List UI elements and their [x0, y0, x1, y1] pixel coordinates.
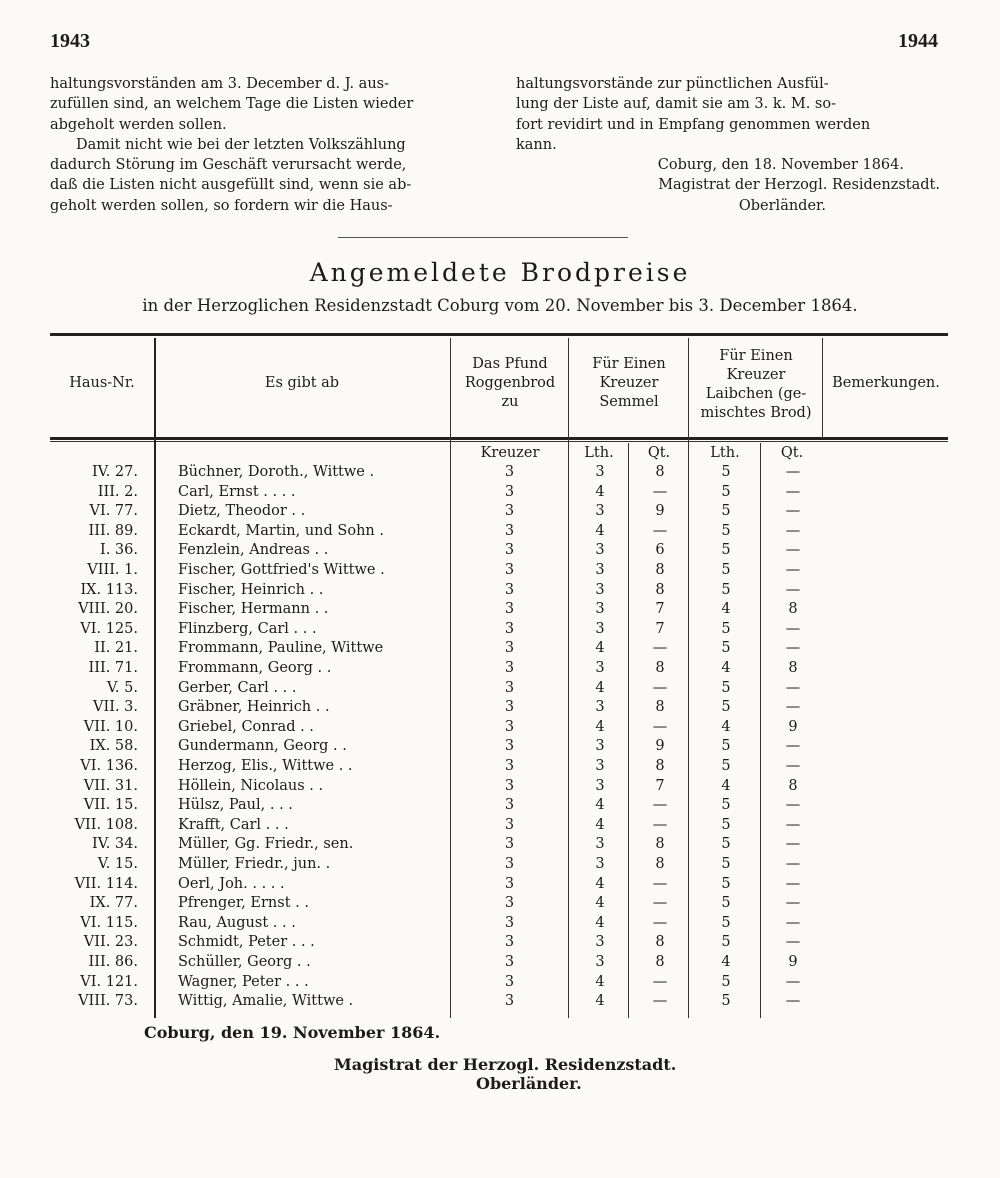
cell-haus: IV. 34. [92, 836, 138, 853]
header-roggen: Das Pfund Roggenbrod zu [464, 356, 556, 410]
section-divider [338, 237, 628, 238]
table-row [50, 718, 948, 738]
cell-name: Gundermann, Georg . . [178, 738, 347, 755]
cell-lth1: 3 [595, 836, 605, 853]
cell-lth1: 4 [595, 640, 605, 657]
cell-qt2: — [785, 562, 801, 578]
cell-lth2: 4 [721, 777, 731, 794]
table-header-rule [50, 437, 948, 440]
text-line: Damit nicht wie bei der letzten Volkszählung [76, 136, 406, 153]
cell-qt1: 7 [655, 620, 665, 637]
table-row [50, 561, 948, 581]
cell-lth2: 5 [721, 542, 731, 559]
cell-qt1: — [652, 718, 668, 735]
table-row [50, 522, 948, 542]
unit-lth-laibchen: Lth. [710, 445, 740, 461]
table-row [50, 620, 948, 640]
table-row [50, 737, 948, 757]
text-line: dadurch Störung im Geschäft verursacht werde, [50, 157, 407, 174]
cell-lth1: 3 [595, 856, 605, 872]
cell-name: Wittig, Amalie, Wittwe . [178, 993, 354, 1010]
cell-lth2: 5 [721, 758, 731, 774]
cell-haus: V. 5. [107, 679, 138, 696]
table-row [50, 659, 948, 679]
cell-lth2: 5 [721, 836, 731, 853]
table-row [50, 992, 948, 1012]
cell-lth1: 3 [595, 503, 605, 520]
cell-haus: V. 15. [97, 856, 138, 872]
cell-lth2: 5 [721, 797, 731, 814]
cell-qt2: — [785, 934, 801, 951]
right-text-column [516, 74, 944, 216]
cell-haus: III. 86. [88, 954, 138, 970]
cell-qt2: — [785, 836, 801, 853]
cell-qt1: 8 [655, 562, 665, 578]
cell-haus: VI. 125. [80, 620, 138, 637]
text-line: fort revidirt und in Empfang genommen werden [516, 116, 871, 133]
unit-roggen: Kreuzer [480, 445, 540, 461]
cell-lth1: 4 [595, 973, 605, 990]
unit-qt-laibchen: Qt. [780, 445, 804, 461]
table-subtitle: in der Herzoglichen Residenzstadt Coburg vom 20. November bis 3. December 1864. [142, 296, 858, 315]
unit-lth-semmel: Lth. [584, 445, 614, 461]
table-row [50, 875, 948, 895]
table-row [50, 796, 948, 816]
cell-lth2: 4 [721, 660, 731, 676]
cell-name: Rau, August . . . [178, 914, 296, 931]
cell-lth2: 5 [721, 562, 731, 578]
header-semmel: Für Einen Kreuzer Semmel [592, 356, 666, 410]
cell-qt2: — [785, 699, 801, 716]
cell-qt1: — [652, 875, 668, 892]
cell-name: Pfrenger, Ernst . . [178, 895, 309, 912]
cell-roggen: 3 [504, 934, 515, 951]
cell-roggen: 3 [504, 640, 515, 657]
cell-qt2: 8 [788, 601, 798, 618]
page-number-right: 1944 [898, 30, 938, 52]
cell-haus: IX. 77. [89, 895, 138, 912]
cell-lth1: 4 [595, 895, 605, 912]
page-number-left: 1943 [50, 30, 90, 52]
cell-lth1: 3 [595, 562, 605, 578]
cell-lth2: 5 [721, 914, 731, 931]
text-line: haltungsvorständen am 3. December d. J. aus- [50, 76, 390, 92]
table-row [50, 953, 948, 973]
cell-lth2: 5 [721, 895, 731, 912]
cell-name: Frommann, Georg . . [178, 660, 332, 676]
cell-haus: III. 71. [88, 660, 138, 676]
cell-qt1: — [652, 973, 668, 990]
cell-lth2: 5 [721, 934, 731, 951]
cell-roggen: 3 [504, 562, 515, 578]
cell-lth1: 3 [595, 542, 605, 559]
cell-qt2: — [785, 914, 801, 931]
text-line: zufüllen sind, an welchem Tage die Listen wieder [50, 96, 414, 113]
table-row [50, 679, 948, 699]
cell-qt1: — [652, 797, 668, 814]
cell-name: Höllein, Nicolaus . . [178, 777, 324, 794]
table-row [50, 483, 948, 503]
cell-haus: VIII. 1. [87, 562, 138, 578]
left-text-column [50, 74, 478, 216]
table-row [50, 757, 948, 777]
cell-name: Frommann, Pauline, Wittwe [178, 640, 384, 657]
table-row [50, 541, 948, 561]
cell-lth2: 5 [721, 856, 731, 872]
cell-name: Gräbner, Heinrich . . [178, 699, 330, 716]
cell-name: Oerl, Joh. . . . . [178, 875, 285, 892]
cell-qt2: 8 [788, 660, 798, 676]
cell-name: Fischer, Hermann . . [178, 601, 329, 618]
cell-roggen: 3 [504, 542, 515, 559]
cell-qt2: — [785, 503, 801, 520]
table-row [50, 855, 948, 875]
cell-roggen: 3 [504, 601, 515, 618]
cell-lth1: 4 [595, 718, 605, 735]
table-row [50, 973, 948, 993]
cell-qt1: 8 [655, 464, 665, 480]
cell-name: Müller, Gg. Friedr., sen. [178, 836, 354, 853]
cell-haus: IV. 27. [92, 464, 138, 480]
cell-haus: VI. 115. [80, 914, 138, 931]
cell-roggen: 3 [504, 522, 515, 539]
cell-lth1: 4 [595, 914, 605, 931]
cell-haus: VII. 10. [83, 718, 138, 735]
cell-lth2: 5 [721, 620, 731, 637]
cell-haus: VIII. 73. [78, 993, 138, 1010]
text-line: kann. [516, 136, 557, 153]
cell-lth1: 3 [595, 581, 605, 598]
cell-qt1: 8 [655, 856, 665, 872]
cell-qt1: — [652, 914, 668, 931]
table-row [50, 463, 948, 483]
cell-qt1: 8 [655, 660, 665, 676]
cell-lth1: 4 [595, 483, 605, 500]
table-row [50, 639, 948, 659]
column-divider [822, 338, 823, 438]
cell-lth2: 5 [721, 699, 731, 716]
cell-qt1: 6 [655, 542, 665, 559]
cell-roggen: 3 [504, 758, 515, 774]
cell-roggen: 3 [504, 993, 515, 1010]
cell-roggen: 3 [504, 914, 515, 931]
cell-lth1: 3 [595, 954, 605, 970]
header-name: Es gibt ab [264, 375, 340, 391]
cell-lth1: 4 [595, 816, 605, 833]
cell-qt2: — [785, 542, 801, 559]
text-line: daß die Listen nicht ausgefüllt sind, wenn sie ab- [50, 177, 412, 194]
cell-roggen: 3 [504, 699, 515, 716]
table-row [50, 698, 948, 718]
cell-lth2: 5 [721, 875, 731, 892]
cell-qt1: 9 [655, 738, 665, 755]
cell-roggen: 3 [504, 856, 515, 872]
cell-qt2: — [785, 679, 801, 696]
notice-signature: Oberländer. [738, 197, 826, 214]
cell-lth1: 4 [595, 679, 605, 696]
cell-roggen: 3 [504, 464, 515, 480]
cell-qt2: — [785, 993, 801, 1010]
cell-qt1: 9 [655, 503, 665, 520]
header-bemerkungen: Bemerkungen. [832, 375, 940, 391]
cell-lth2: 4 [721, 601, 731, 618]
cell-lth1: 4 [595, 522, 605, 539]
cell-lth2: 5 [721, 679, 731, 696]
cell-qt1: — [652, 679, 668, 696]
cell-roggen: 3 [504, 836, 515, 853]
cell-qt1: — [652, 816, 668, 833]
unit-qt-semmel: Qt. [647, 445, 671, 461]
cell-lth2: 5 [721, 522, 731, 539]
cell-lth2: 5 [721, 464, 731, 480]
cell-name: Hülsz, Paul, . . . [178, 797, 293, 814]
cell-haus: VII. 108. [74, 816, 138, 833]
table-title: Angemeldete Brodpreise [309, 258, 691, 287]
cell-lth1: 3 [595, 934, 605, 951]
cell-roggen: 3 [504, 816, 515, 833]
cell-qt2: — [785, 973, 801, 990]
cell-name: Wagner, Peter . . . [178, 973, 309, 990]
cell-haus: IX. 58. [89, 738, 138, 755]
cell-name: Müller, Friedr., jun. . [178, 856, 331, 872]
cell-lth2: 5 [721, 993, 731, 1010]
cell-qt2: — [785, 797, 801, 814]
cell-lth1: 3 [595, 777, 605, 794]
cell-lth1: 3 [595, 699, 605, 716]
cell-qt1: 8 [655, 758, 665, 774]
cell-qt2: — [785, 483, 801, 500]
table-header-rule-thin [50, 441, 948, 442]
cell-qt1: 8 [655, 934, 665, 951]
table-row [50, 914, 948, 934]
cell-roggen: 3 [504, 679, 515, 696]
cell-haus: VII. 31. [83, 777, 138, 794]
cell-name: Eckardt, Martin, und Sohn . [178, 522, 384, 539]
cell-name: Krafft, Carl . . . [178, 816, 289, 833]
cell-qt1: 8 [655, 699, 665, 716]
cell-name: Fenzlein, Andreas . . [178, 542, 329, 559]
cell-qt2: — [785, 758, 801, 774]
text-line: abgeholt werden sollen. [50, 116, 227, 133]
table-row [50, 835, 948, 855]
cell-haus: VIII. 20. [78, 601, 138, 618]
cell-qt2: — [785, 464, 801, 480]
header-haus-nr: Haus-Nr. [69, 375, 135, 391]
header-laibchen: Für Einen Kreuzer Laibchen (ge- mischtes Brod) [700, 348, 812, 421]
cell-lth1: 3 [595, 738, 605, 755]
cell-qt1: — [652, 993, 668, 1010]
table-row [50, 933, 948, 953]
cell-name: Fischer, Heinrich . . [178, 581, 324, 598]
cell-name: Fischer, Gottfried's Wittwe . [178, 562, 385, 578]
cell-haus: II. 21. [94, 640, 138, 657]
cell-roggen: 3 [504, 797, 515, 814]
cell-qt2: — [785, 522, 801, 539]
cell-qt1: — [652, 895, 668, 912]
table-row [50, 894, 948, 914]
table-row [50, 502, 948, 522]
table-row [50, 777, 948, 797]
cell-qt1: 8 [655, 836, 665, 853]
cell-lth1: 3 [595, 620, 605, 637]
cell-roggen: 3 [504, 718, 515, 735]
cell-roggen: 3 [504, 581, 515, 598]
cell-haus: III. 2. [97, 483, 138, 500]
cell-lth1: 4 [595, 993, 605, 1010]
cell-roggen: 3 [504, 620, 515, 637]
cell-qt2: — [785, 895, 801, 912]
cell-lth2: 4 [721, 954, 731, 970]
cell-haus: I. 36. [99, 542, 138, 559]
cell-lth1: 3 [595, 660, 605, 676]
table-row [50, 816, 948, 836]
cell-qt2: 9 [788, 718, 798, 735]
cell-name: Carl, Ernst . . . . [178, 483, 296, 500]
cell-lth2: 5 [721, 738, 731, 755]
cell-haus: III. 89. [88, 522, 138, 539]
cell-qt1: — [652, 483, 668, 500]
cell-lth1: 3 [595, 601, 605, 618]
cell-qt2: — [785, 640, 801, 657]
table-top-rule [50, 333, 948, 336]
cell-qt1: — [652, 640, 668, 657]
cell-haus: VII. 23. [83, 934, 138, 951]
cell-lth2: 5 [721, 640, 731, 657]
footer-authority: Magistrat der Herzogl. Residenzstadt. [334, 1055, 677, 1074]
table-row [50, 600, 948, 620]
cell-qt2: 9 [788, 954, 798, 970]
cell-lth1: 3 [595, 758, 605, 774]
cell-qt2: — [785, 816, 801, 833]
cell-roggen: 3 [504, 875, 515, 892]
cell-lth2: 5 [721, 483, 731, 500]
text-line: lung der Liste auf, damit sie am 3. k. M. so- [516, 96, 836, 113]
cell-qt2: — [785, 620, 801, 637]
cell-lth1: 4 [595, 875, 605, 892]
cell-roggen: 3 [504, 503, 515, 520]
cell-haus: VII. 15. [83, 797, 138, 814]
cell-haus: VI. 121. [80, 973, 138, 990]
cell-lth2: 5 [721, 973, 731, 990]
cell-lth2: 5 [721, 581, 731, 598]
cell-roggen: 3 [504, 954, 515, 970]
cell-roggen: 3 [504, 738, 515, 755]
cell-roggen: 3 [504, 660, 515, 676]
cell-lth2: 4 [721, 718, 731, 735]
cell-qt2: 8 [788, 777, 798, 794]
cell-qt2: — [785, 856, 801, 872]
cell-haus: VI. 77. [89, 503, 138, 520]
cell-name: Flinzberg, Carl . . . [178, 620, 317, 637]
cell-roggen: 3 [504, 483, 515, 500]
cell-lth2: 5 [721, 503, 731, 520]
cell-qt1: 7 [655, 777, 665, 794]
cell-name: Griebel, Conrad . . [178, 718, 314, 735]
cell-roggen: 3 [504, 973, 515, 990]
cell-lth1: 4 [595, 797, 605, 814]
cell-haus: VII. 3. [93, 699, 138, 716]
notice-authority: Magistrat der Herzogl. Residenzstadt. [658, 177, 940, 194]
cell-qt2: — [785, 738, 801, 755]
cell-qt1: — [652, 522, 668, 539]
cell-qt1: 8 [655, 954, 665, 970]
cell-haus: VI. 136. [80, 758, 138, 774]
cell-qt1: 7 [655, 601, 665, 618]
cell-name: Herzog, Elis., Wittwe . . [178, 758, 353, 774]
cell-roggen: 3 [504, 777, 515, 794]
footer-date: Coburg, den 19. November 1864. [144, 1023, 441, 1042]
cell-qt2: — [785, 581, 801, 598]
cell-qt2: — [785, 875, 801, 892]
cell-name: Dietz, Theodor . . [178, 503, 306, 520]
cell-qt1: 8 [655, 581, 665, 598]
cell-lth2: 5 [721, 816, 731, 833]
cell-name: Büchner, Doroth., Wittwe . [178, 464, 375, 480]
text-line: geholt werden sollen, so fordern wir die Haus- [50, 197, 393, 214]
cell-name: Schüller, Georg . . [178, 954, 311, 970]
table-row [50, 581, 948, 601]
notice-date: Coburg, den 18. November 1864. [657, 157, 904, 174]
cell-name: Gerber, Carl . . . [178, 679, 297, 696]
footer-signature: Oberländer. [476, 1074, 582, 1093]
cell-haus: VII. 114. [74, 875, 138, 892]
cell-name: Schmidt, Peter . . . [178, 934, 315, 951]
text-line: haltungsvorstände zur pünctlichen Ausfül- [516, 76, 829, 92]
cell-lth1: 3 [595, 464, 605, 480]
cell-roggen: 3 [504, 895, 515, 912]
cell-haus: IX. 113. [80, 581, 138, 598]
